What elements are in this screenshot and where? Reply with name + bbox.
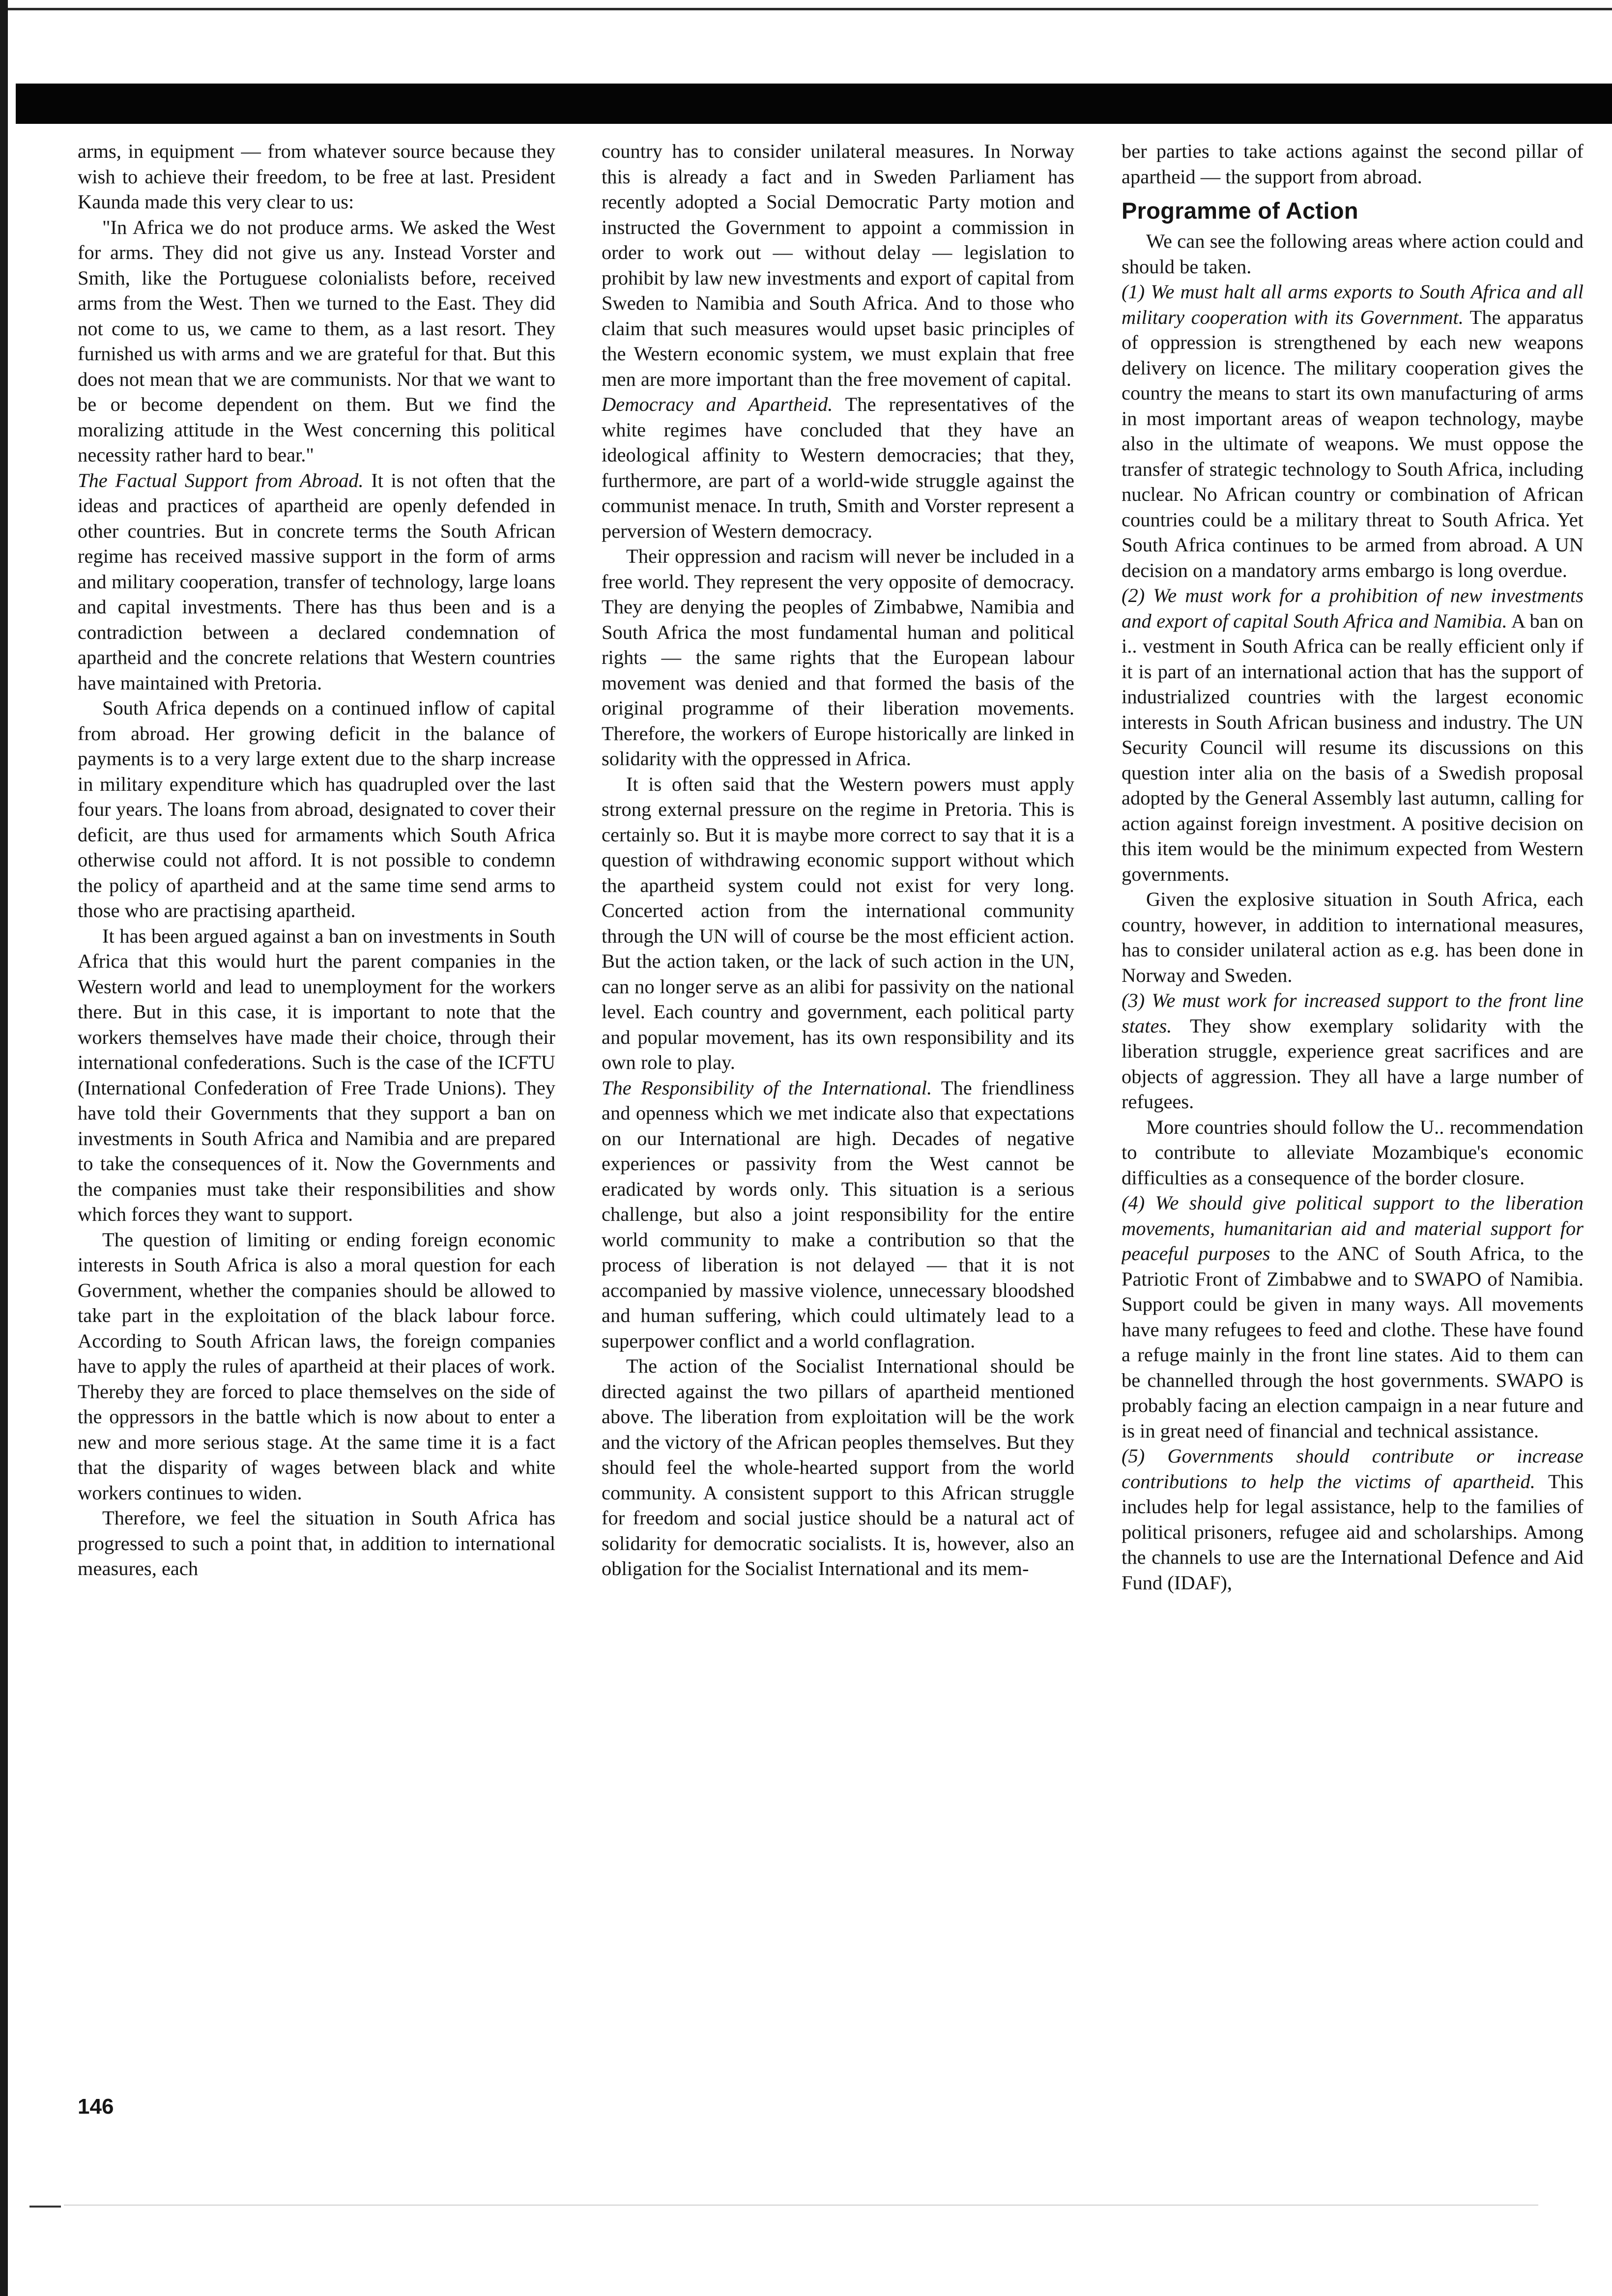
paragraph-text: The representatives of the white regimes have concluded that they have an ideological affinity to Western democracies; that they, furthermore, are part of a world-wide struggle against the communist menace. In truth, Smith and Vorster represent a perversion of Western democracy.	[602, 393, 1074, 542]
item-number: (5)	[1122, 1445, 1145, 1467]
item-number: (3)	[1122, 989, 1145, 1011]
paragraph-text: It is not often that the ideas and practices of apartheid are openly defended in other countries. But in concrete terms the South African regime has received massive support in the form of arms and military cooperation, transfer of technology, large loans and capital investments. There has thus been and is a contradiction between a declared condemnation of apartheid and the concrete relations that Western countries have maintained with Pretoria.	[78, 469, 555, 694]
paragraph: Their oppression and racism will never be included in a free world. They represent the very opposite of democracy. They are denying the peoples of Zimbabwe, Namibia and South Africa the most fundamental human and political rights — the same rights that the European labour movement was denied and that formed the basis of the original programme of their liberation movements. Therefore, the workers of Europe historically are linked in solidarity with the oppressed in Africa.	[602, 545, 1074, 770]
item-heading: We must work for a prohibition of new investments and export of capital South Africa and Namibia.	[1122, 584, 1583, 632]
action-item-2	[1122, 583, 1583, 887]
page-number: 146	[78, 2095, 114, 2119]
item-number: (1)	[1122, 281, 1145, 303]
item-heading: We must halt all arms exports to South Africa and all military cooperation with its Government.	[1122, 281, 1583, 328]
footer-rule	[64, 2205, 1538, 2206]
paragraph-text: The friendliness and openness which we met indicate also that expectations on our International are high. Decades of negative experiences or passivity from the West cannot be eradicated by words only. This situation is a serious challenge, but also a joint responsibility for the entire world community to make a contribution so that the process of liberation is not delayed — that it is not accompanied by massive violence, unnecessary bloodshed and human suffering, which could ultimately lead to a superpower conflict and a world conflagration.	[602, 1076, 1074, 1352]
run-in-heading: The Responsibility of the International.	[602, 1076, 932, 1099]
column-1	[78, 139, 555, 2045]
paragraph: Therefore, we feel the situation in South Africa has progressed to such a point that, in addition to international measures, each	[78, 1507, 555, 1579]
item-text: This includes help for legal assistance, help to the families of political prisoners, refugee aid and scholarships. Among the channels to use are the International Defence and Aid Fund (IDAF),	[1122, 1470, 1583, 1594]
scan-edge	[0, 0, 8, 2296]
paragraph: ber parties to take actions against the second pillar of apartheid — the support from abroad.	[1122, 140, 1583, 188]
paragraph: "In Africa we do not produce arms. We asked the West for arms. They did not give us any. Instead Vorster and Smith, like the Portuguese colonialists before, received arms from the West. Then we turned to the East. They did not come to us, we came to them, as a last resort. They furnished us with arms and we are grateful for that. But this does not mean that we are communists. Nor that we want to be or become dependent on them. But we find the moralizing attitude in the West concerning this political necessity rather hard to bear."	[78, 216, 555, 466]
paragraph: It is often said that the Western powers must apply strong external pressure on the regime in Pretoria. This is certainly so. But it is maybe more correct to say that it is a question of withdrawing economic support without which the apartheid system could not exist for very long. Concerted action from the international community through the UN will of course be the most efficient action. But the action taken, or the lack of such action in the UN, can no longer serve as an alibi for passivity on the national level. Each country and government, each political party and popular movement, has its own responsibility and its own role to play.	[602, 773, 1074, 1073]
run-in-heading: Democracy and Apartheid.	[602, 393, 833, 415]
paragraph: More countries should follow the U.. recommendation to contribute to alleviate Mozambique's economic difficulties as a consequence of the border closure.	[1122, 1116, 1583, 1189]
action-item-3	[1122, 988, 1583, 1115]
paragraph: It has been argued against a ban on investments in South Africa that this would hurt the parent companies in the Western world and lead to unemployment for the workers there. But in this case, it is important to note that the workers themselves have made their choice, through their international confederations. Such is the case of the ICFTU (International Confederation of Free Trade Unions). They have told their Governments that they support a ban on investments in South Africa and Namibia and are prepared to take the consequences of it. Now the Governments and the companies must take their responsibilities and show which forces they want to support.	[78, 924, 555, 1225]
item-heading: Governments should contribute or increase contributions to help the victims of apartheid.	[1122, 1445, 1583, 1492]
paragraph	[602, 392, 1074, 544]
paragraph: country has to consider unilateral measures. In Norway this is already a fact and in Sweden Parliament has recently adopted a Social Democratic Party motion and instructed the Government to appoint a commission in order to work out — without delay — legislation to prohibit by law new investments and export of capital from Sweden to Namibia and South Africa. And to those who claim that such measures would upset basic principles of the Western economic system, we must explain that free men are more important than the free movement of capital.	[602, 140, 1074, 390]
run-in-heading: The Factual Support from Abroad.	[78, 469, 364, 491]
action-item-1	[1122, 279, 1583, 583]
paragraph: We can see the following areas where action could and should be taken.	[1122, 230, 1583, 278]
paragraph	[602, 1075, 1074, 1354]
paragraph: South Africa depends on a continued inflow of capital from abroad. Her growing deficit in the balance of payments is to a very large extent due to the sharp increase in military expenditure which has quadrupled over the last four years. The loans from abroad, designated to cover their deficit, are thus used for armaments which South Africa otherwise could not afford. It is not possible to condemn the policy of apartheid and at the same time send arms to those who are practising apartheid.	[78, 697, 555, 921]
item-heading: We must work for increased support to the front line states.	[1122, 989, 1583, 1037]
section-heading: Programme of Action	[1122, 198, 1358, 224]
paragraph: The action of the Socialist International should be directed against the two pillars of apartheid mentioned above. The liberation from exploitation will be the work and the victory of the African peoples themselves. But they should feel the whole-hearted support from the world community. A consistent support to this African struggle for freedom and social justice should be a natural act of solidarity for democratic socialists. It is, however, also an obligation for the Socialist International and its mem-	[602, 1355, 1074, 1579]
column-2	[602, 139, 1074, 2045]
item-number: (4)	[1122, 1192, 1145, 1214]
item-number: (2)	[1122, 584, 1145, 606]
item-text: The apparatus of oppression is strengthened by each new weapons delivery on licence. The military cooperation gives the country the means to start its own manufacturing of arms in most important areas of weapon technology, maybe also in the ultimate of weapons. We must oppose the transfer of strategic technology to South Africa, including nuclear. No African country or combination of African countries could be a military threat to South Africa. Yet South Africa continues to be armed from abroad. A UN decision on a mandatory arms embargo is long overdue.	[1122, 306, 1583, 581]
item-heading: We should give political support to the liberation movements, humanitarian aid and material support for peaceful purposes	[1122, 1192, 1583, 1264]
paragraph: The question of limiting or ending foreign economic interests in South Africa is also a moral question for each Government, whether the companies should be allowed to take part in the exploitation of the black labour force. According to South African laws, the foreign companies have to apply the rules of apartheid at their places of work. Thereby they are forced to place themselves on the side of the oppressors in the battle which is now about to enter a new and more serious stage. At the same time it is a fact that the disparity of wages between black and white workers continues to widen.	[78, 1228, 555, 1504]
item-text: to the ANC of South Africa, to the Patriotic Front of Zimbabwe and to SWAPO of Namibia. Support could be given in many ways. All movements have many refugees to feed and clothe. These have found a refuge mainly in the front line states. Aid to them can be channelled through the host governments. SWAPO is probably facing an election campaign in a near future and is in great need of financial and technical assistance.	[1122, 1242, 1583, 1442]
paragraph: Given the explosive situation in South Africa, each country, however, in addition to international measures, has to consider unilateral action as e.g. has been done in Norway and Sweden.	[1122, 888, 1583, 986]
paragraph	[78, 468, 555, 696]
action-item-4	[1122, 1190, 1583, 1443]
item-text: They show exemplary solidarity with the liberation struggle, experience great sacrifices and are objects of aggression. They all have a large number of refugees.	[1122, 1014, 1583, 1113]
item-text: A ban on i.. vestment in South Africa can be really efficient only if it is part of an international action that has the support of industrialized countries with the largest economic interests in South African business and industry. The UN Security Council will resume its discussions on this question inter alia on the basis of a Swedish proposal adopted by the General Assembly last autumn, calling for action against foreign investment. A positive decision on this item would be the minimum expected from Western governments.	[1122, 609, 1583, 885]
column-3	[1122, 139, 1583, 2045]
header-banner	[16, 84, 1612, 124]
footer-dash	[29, 2206, 61, 2208]
top-rule	[8, 8, 1612, 10]
paragraph: arms, in equipment — from whatever source because they wish to achieve their freedom, to be free at last. President Kaunda made this very clear to us:	[78, 140, 555, 213]
action-item-5	[1122, 1443, 1583, 1595]
